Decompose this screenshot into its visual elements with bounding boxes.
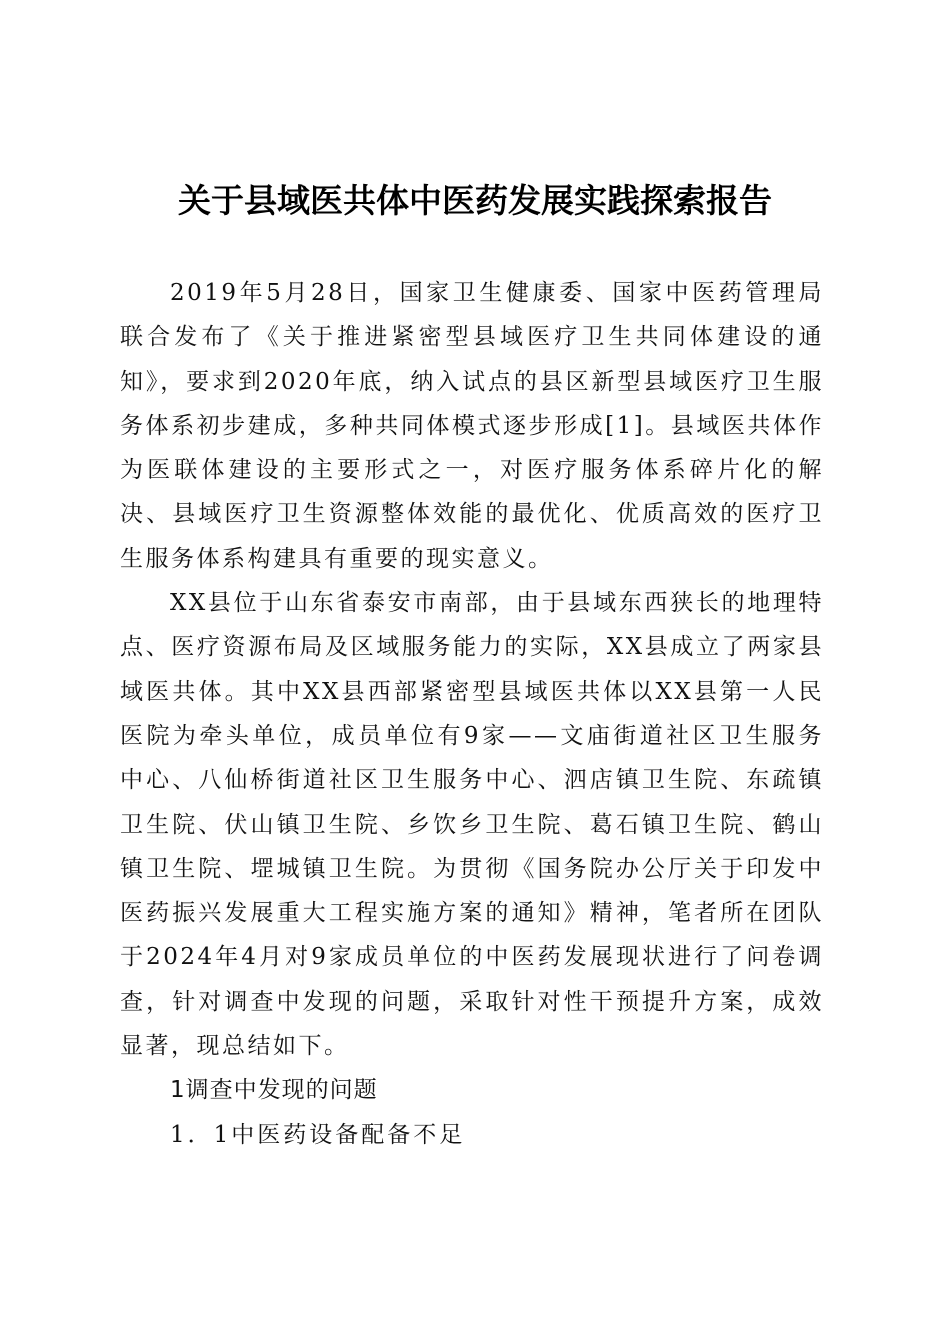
subsection-heading: 1．1中医药设备配备不足 xyxy=(170,1121,466,1148)
paragraph-intro: 2019年5月28日，国家卫生健康委、国家中医药管理局联合发布了《关于推进紧密型县域医疗卫生共同体建设的通知》，要求到2020年底，纳入试点的县区新型县域医疗卫生服务体系初步建成，多种共同体模式逐步形成[1]。县域医共体作为医联体建设的主要形式之一，对医疗服务体系碎片化的解决、县域医疗卫生资源整体效能的最优化、优质高效的医疗卫生服务体系构建具有重要的现实意义。 xyxy=(120,280,824,572)
document-body xyxy=(120,271,824,1157)
paragraph-county: XX县位于山东省泰安市南部，由于县域东西狭长的地理特点、医疗资源布局及区域服务能力的实际，XX县成立了两家县域医共体。其中XX县西部紧密型县域医共体以XX县第一人民医院为牵头单位，成员单位有9家——文庙街道社区卫生服务中心、八仙桥街道社区卫生服务中心、泗店镇卫生院、东疏镇卫生院、伏山镇卫生院、乡饮乡卫生院、葛石镇卫生院、鹤山镇卫生院、堽城镇卫生院。为贯彻《国务院办公厅关于印发中医药振兴发展重大工程实施方案的通知》精神，笔者所在团队于2024年4月对9家成员单位的中医药发展现状进行了问卷调查，针对调查中发现的问题，采取针对性干预提升方案，成效显著，现总结如下。 xyxy=(120,590,824,1060)
document-title: 关于县域医共体中医药发展实践探索报告 xyxy=(178,181,772,220)
section-heading: 1调查中发现的问题 xyxy=(170,1077,378,1104)
